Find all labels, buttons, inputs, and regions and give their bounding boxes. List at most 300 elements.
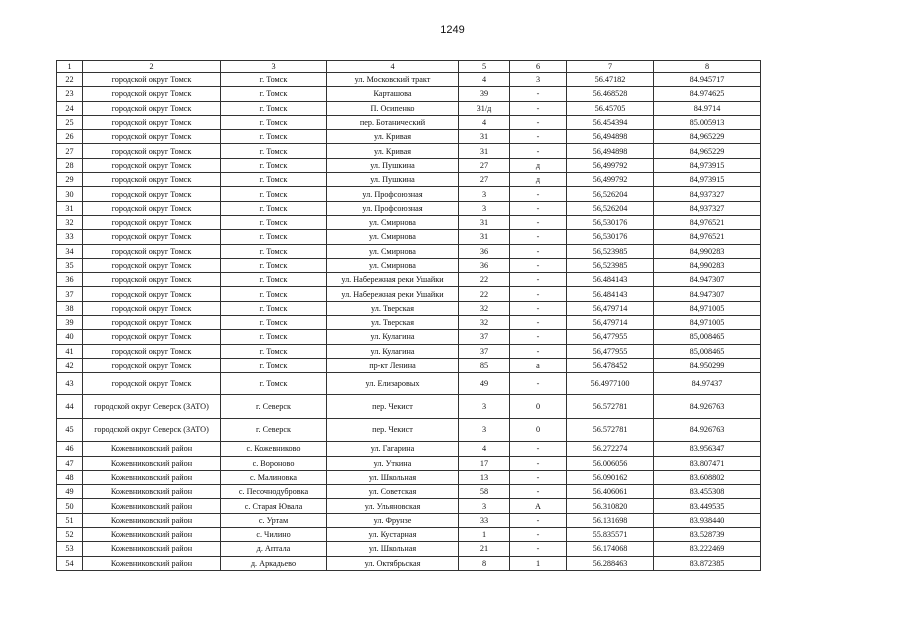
table-cell: - [510,201,567,215]
table-cell: с. Кожевниково [221,442,327,456]
table-cell: 84,973915 [654,158,761,172]
table-body [57,73,761,571]
table-cell: ул. Набережная реки Ушайки [327,273,459,287]
table-cell: ул. Уткина [327,456,459,470]
table-cell: г. Томск [221,287,327,301]
table-cell: 40 [57,330,83,344]
table-cell: городской округ Томск [83,316,221,330]
table-cell: 56,479714 [567,301,654,315]
table-cell: 56.572781 [567,418,654,442]
table-cell: городской округ Томск [83,115,221,129]
table-cell: 56,499792 [567,173,654,187]
table-cell: 3 [459,201,510,215]
table-cell: 83.807471 [654,456,761,470]
table-cell: Кожевниковский район [83,499,221,513]
table-cell: 25 [57,115,83,129]
table-cell: - [510,230,567,244]
table-cell: г. Томск [221,358,327,372]
table-row [57,258,761,272]
table-cell: 48 [57,470,83,484]
table-cell: 84,965229 [654,144,761,158]
table-cell: ул. Пушкина [327,158,459,172]
table-cell: 54 [57,556,83,570]
table-cell: городской округ Томск [83,258,221,272]
table-cell: г. Томск [221,301,327,315]
table-cell: 56,523985 [567,244,654,258]
table-row [57,528,761,542]
table-cell: 46 [57,442,83,456]
table-row [57,244,761,258]
table-cell: городской округ Томск [83,301,221,315]
table-cell: г. Томск [221,130,327,144]
table-cell: - [510,287,567,301]
table-cell: городской округ Томск [83,187,221,201]
table-cell: - [510,115,567,129]
table-cell: 84.926763 [654,418,761,442]
table-cell: 39 [57,316,83,330]
table-cell: - [510,442,567,456]
table-cell: 56,499792 [567,158,654,172]
table-cell: Кожевниковский район [83,442,221,456]
table-cell: 51 [57,513,83,527]
table-cell: 56.484143 [567,287,654,301]
table-cell: 38 [57,301,83,315]
table-row [57,499,761,513]
table-cell: 34 [57,244,83,258]
table-cell: 56,530176 [567,215,654,229]
table-row [57,230,761,244]
table-cell: ул. Кривая [327,130,459,144]
table-cell: 24 [57,101,83,115]
table-cell: д [510,158,567,172]
table-cell: 84.926763 [654,395,761,419]
table-cell: ул. Профсоюзная [327,187,459,201]
table-cell: городской округ Томск [83,215,221,229]
column-header: 5 [459,61,510,73]
table-cell: 85.005913 [654,115,761,129]
table-cell: 27 [459,173,510,187]
table-cell: ул. Гагарина [327,442,459,456]
table-cell: 31 [459,130,510,144]
table-cell: 56.406061 [567,485,654,499]
table-cell: 31 [57,201,83,215]
column-header: 4 [327,61,459,73]
table-cell: ул. Тверская [327,301,459,315]
table-cell: с. Вороново [221,456,327,470]
table-row [57,513,761,527]
table-cell: 36 [459,258,510,272]
table-cell: 56,494898 [567,130,654,144]
table-cell: - [510,101,567,115]
table-cell: 29 [57,173,83,187]
table-cell: 56.4977100 [567,373,654,395]
table-cell: 31 [459,144,510,158]
table-cell: 37 [459,330,510,344]
table-row [57,373,761,395]
table-cell: г. Томск [221,115,327,129]
table-cell: городской округ Томск [83,130,221,144]
table-cell: Кожевниковский район [83,556,221,570]
table-cell: 22 [459,287,510,301]
table-cell: городской округ Томск [83,173,221,187]
table-cell: д [510,173,567,187]
table-cell: 83.608802 [654,470,761,484]
table-cell: 85,008465 [654,330,761,344]
table-cell: 21 [459,542,510,556]
table-cell: 52 [57,528,83,542]
table-row [57,301,761,315]
table-cell: с. Чилино [221,528,327,542]
table-cell: 56,526204 [567,201,654,215]
table-cell: - [510,456,567,470]
table-cell: 50 [57,499,83,513]
table-cell: ул. Кулагина [327,344,459,358]
table-cell: 84.947307 [654,287,761,301]
table-cell: Кожевниковский район [83,528,221,542]
table-cell: г. Томск [221,230,327,244]
table-cell: 56.45705 [567,101,654,115]
table-cell: 84,973915 [654,173,761,187]
table-cell: г. Томск [221,87,327,101]
table-row [57,158,761,172]
table-cell: 3 [459,187,510,201]
table-cell: - [510,330,567,344]
column-header: 6 [510,61,567,73]
table-cell: 84,990283 [654,244,761,258]
table-cell: г. Томск [221,373,327,395]
table-row [57,344,761,358]
table-cell: 33 [459,513,510,527]
table-row [57,215,761,229]
table-row [57,130,761,144]
table-cell: 84,976521 [654,230,761,244]
table-cell: 83.449535 [654,499,761,513]
table-cell: ул. Ульяновская [327,499,459,513]
table-cell: Кожевниковский район [83,470,221,484]
table-cell: 56,477955 [567,330,654,344]
table-row [57,395,761,419]
table-cell: ул. Кулагина [327,330,459,344]
table-cell: 22 [57,73,83,87]
table-cell: 17 [459,456,510,470]
table-cell: 49 [57,485,83,499]
table-cell: г. Томск [221,273,327,287]
table-cell: 84,990283 [654,258,761,272]
table-cell: 83.938440 [654,513,761,527]
table-cell: А [510,499,567,513]
table-cell: ул. Кустарная [327,528,459,542]
table-cell: 84,971005 [654,316,761,330]
table-cell: с. Уртам [221,513,327,527]
table-cell: 36 [459,244,510,258]
table-cell: 3 [459,418,510,442]
table-cell: - [510,273,567,287]
table-cell: 56.310820 [567,499,654,513]
table-row [57,73,761,87]
table-cell: городской округ Томск [83,273,221,287]
table-row [57,556,761,570]
table-cell: - [510,144,567,158]
table-cell: Кожевниковский район [83,513,221,527]
table-cell: П. Осипенко [327,101,459,115]
table-cell: 55.835571 [567,528,654,542]
table-row [57,485,761,499]
table-cell: ул. Советская [327,485,459,499]
table-cell: а [510,358,567,372]
table-cell: пер. Ботанический [327,115,459,129]
table-cell: д. Аркадьево [221,556,327,570]
table-cell: ул. Московский тракт [327,73,459,87]
column-header: 7 [567,61,654,73]
table-cell: городской округ Северск (ЗАТО) [83,418,221,442]
table-cell: г. Северск [221,395,327,419]
table-cell: 36 [57,273,83,287]
table-cell: 3 [459,499,510,513]
table-cell: Карташова [327,87,459,101]
table-cell: г. Северск [221,418,327,442]
table-cell: г. Томск [221,187,327,201]
table-cell: г. Томск [221,330,327,344]
table-cell: Кожевниковский район [83,456,221,470]
table-cell: - [510,513,567,527]
table-cell: 47 [57,456,83,470]
table-cell: - [510,470,567,484]
column-header: 1 [57,61,83,73]
table-cell: ул. Смирнова [327,258,459,272]
table-cell: городской округ Томск [83,201,221,215]
column-header: 2 [83,61,221,73]
table-cell: 85 [459,358,510,372]
table-cell: 83.956347 [654,442,761,456]
table-row [57,187,761,201]
table-cell: ул. Кривая [327,144,459,158]
table-cell: с. Старая Ювала [221,499,327,513]
table-cell: 83.222469 [654,542,761,556]
table-row [57,330,761,344]
table-cell: 56,530176 [567,230,654,244]
table-cell: 56.272274 [567,442,654,456]
table-cell: 37 [459,344,510,358]
page-number: 1249 [440,24,465,36]
table-cell: ул. Смирнова [327,244,459,258]
table-cell: 56,477955 [567,344,654,358]
table-row [57,173,761,187]
table-row [57,456,761,470]
table-cell: 56.484143 [567,273,654,287]
table-cell: 1 [459,528,510,542]
table-cell: городской округ Томск [83,101,221,115]
table-cell: 56.174068 [567,542,654,556]
table-cell: 56,523985 [567,258,654,272]
table-cell: 84,971005 [654,301,761,315]
table-cell: ул. Смирнова [327,230,459,244]
table-cell: ул. Смирнова [327,215,459,229]
table-cell: 4 [459,73,510,87]
table-cell: г. Томск [221,244,327,258]
table-cell: - [510,130,567,144]
table-cell: ул. Школьная [327,542,459,556]
table-cell: г. Томск [221,258,327,272]
table-cell: 56.47182 [567,73,654,87]
table-cell: д. Аптала [221,542,327,556]
table-cell: 56.468528 [567,87,654,101]
table-cell: г. Томск [221,144,327,158]
table-cell: 3 [510,73,567,87]
table-cell: городской округ Томск [83,158,221,172]
table-cell: 1 [510,556,567,570]
table-cell: г. Томск [221,73,327,87]
table-cell: 0 [510,418,567,442]
table-cell: пер. Чекист [327,395,459,419]
table-cell: 45 [57,418,83,442]
table-cell: 85,008465 [654,344,761,358]
table-row [57,358,761,372]
table-cell: с. Песочнодубровка [221,485,327,499]
table-cell: 27 [459,158,510,172]
table-cell: 84.9714 [654,101,761,115]
table-row [57,470,761,484]
table-row [57,87,761,101]
table-row [57,442,761,456]
table-cell: 30 [57,187,83,201]
table-cell: 84.97437 [654,373,761,395]
table-cell: 39 [459,87,510,101]
table-cell: - [510,301,567,315]
table-cell: г. Томск [221,173,327,187]
table-cell: 28 [57,158,83,172]
table-cell: 56.090162 [567,470,654,484]
table-cell: 35 [57,258,83,272]
table-cell: 27 [57,144,83,158]
table-cell: 56.478452 [567,358,654,372]
table-cell: 4 [459,442,510,456]
table-cell: г. Томск [221,316,327,330]
table-row [57,115,761,129]
table-row [57,287,761,301]
table-cell: - [510,187,567,201]
table-cell: г. Томск [221,101,327,115]
table-cell: - [510,344,567,358]
table-cell: - [510,215,567,229]
table-cell: городской округ Томск [83,144,221,158]
table-cell: ул. Октябрьская [327,556,459,570]
table-cell: - [510,87,567,101]
table-cell: городской округ Томск [83,358,221,372]
table-cell: городской округ Томск [83,287,221,301]
table-cell: городской округ Томск [83,344,221,358]
table-cell: 56.572781 [567,395,654,419]
table-cell: 43 [57,373,83,395]
table-cell: городской округ Томск [83,230,221,244]
column-header: 8 [654,61,761,73]
table-row [57,273,761,287]
table-cell: - [510,542,567,556]
table-cell: г. Томск [221,215,327,229]
table-cell: 58 [459,485,510,499]
table-cell: 4 [459,115,510,129]
table-cell: 84,937327 [654,201,761,215]
table-cell: ул. Набережная реки Ушайки [327,287,459,301]
table-cell: 22 [459,273,510,287]
table-cell: ул. Фрунзе [327,513,459,527]
table-cell: 49 [459,373,510,395]
table-cell: 23 [57,87,83,101]
table-cell: 42 [57,358,83,372]
table-cell: 56,479714 [567,316,654,330]
table-cell: 56,526204 [567,187,654,201]
table-cell: г. Томск [221,201,327,215]
table-cell: 53 [57,542,83,556]
table-row [57,201,761,215]
table-cell: пер. Чекист [327,418,459,442]
table-cell: 31 [459,215,510,229]
table-cell: г. Томск [221,344,327,358]
table-cell: - [510,528,567,542]
table-row [57,542,761,556]
table-cell: г. Томск [221,158,327,172]
table-cell: городской округ Томск [83,73,221,87]
table-cell: Кожевниковский район [83,485,221,499]
table-cell: 33 [57,230,83,244]
table-cell: Кожевниковский район [83,542,221,556]
table-row [57,418,761,442]
column-header: 3 [221,61,327,73]
table-cell: городской округ Томск [83,244,221,258]
table-header-row [57,61,761,73]
table-cell: - [510,258,567,272]
table-cell: 84.945717 [654,73,761,87]
table-cell: 83.872385 [654,556,761,570]
table-cell: 83.455308 [654,485,761,499]
table-cell: ул. Пушкина [327,173,459,187]
table-cell: ул. Профсоюзная [327,201,459,215]
table-cell: городской округ Северск (ЗАТО) [83,395,221,419]
table-cell: с. Малиновка [221,470,327,484]
table-cell: 56.454394 [567,115,654,129]
table-cell: ул. Елизаровых [327,373,459,395]
table-cell: 8 [459,556,510,570]
table-cell: 44 [57,395,83,419]
table-cell: 84.974625 [654,87,761,101]
table-cell: городской округ Томск [83,330,221,344]
table-cell: 26 [57,130,83,144]
table-cell: 83.528739 [654,528,761,542]
table-cell: 3 [459,395,510,419]
table-cell: - [510,244,567,258]
table-cell: пр-кт Ленина [327,358,459,372]
table-cell: 13 [459,470,510,484]
table-cell: 31/д [459,101,510,115]
table-cell: 32 [459,316,510,330]
table-cell: - [510,373,567,395]
table-cell: 37 [57,287,83,301]
table-cell: 56.131698 [567,513,654,527]
table-cell: 32 [57,215,83,229]
table-row [57,101,761,115]
table-cell: городской округ Томск [83,373,221,395]
table-cell: 31 [459,230,510,244]
table-cell: 84,965229 [654,130,761,144]
table-row [57,144,761,158]
table-cell: 0 [510,395,567,419]
table-cell: 84,976521 [654,215,761,229]
table-cell: 56,494898 [567,144,654,158]
table-row [57,316,761,330]
table-cell: ул. Тверская [327,316,459,330]
table-cell: - [510,316,567,330]
table-cell: 41 [57,344,83,358]
table-cell: 84,937327 [654,187,761,201]
